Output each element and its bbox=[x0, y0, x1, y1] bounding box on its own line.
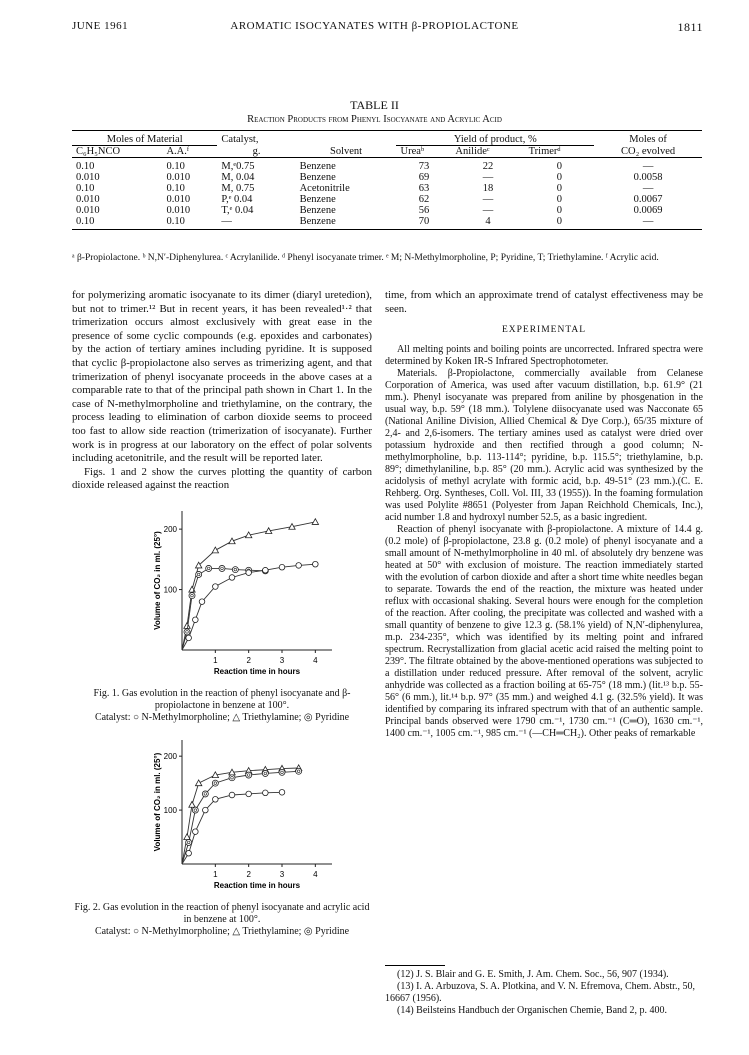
y-axis-label: Volume of CO₂ in ml. (25°) bbox=[153, 531, 162, 630]
cell-urea: 62 bbox=[418, 194, 430, 205]
figure-2-caption-main: Fig. 2. Gas evolution in the reaction of phenyl isocyanate and acrylic acid in benzene at 100°. bbox=[74, 901, 370, 925]
x-tick-label: 2 bbox=[246, 869, 251, 879]
data-point-circle bbox=[263, 790, 269, 796]
series-line-n-methylmorpholine bbox=[182, 564, 315, 650]
x-tick-label: 4 bbox=[313, 869, 318, 879]
data-point-double-circle bbox=[296, 768, 302, 774]
x-tick-label: 2 bbox=[246, 655, 251, 665]
data-point-double-circle bbox=[219, 565, 225, 571]
cell-anilide: 22 bbox=[451, 158, 524, 173]
cell-co2: 0.0058 bbox=[633, 172, 663, 183]
data-point-circle bbox=[213, 584, 219, 590]
subheader-anilide: Anilideᶜ bbox=[451, 146, 524, 158]
x-tick-label: 1 bbox=[213, 869, 218, 879]
data-point-circle bbox=[229, 792, 235, 798]
running-header-date: JUNE 1961 bbox=[72, 20, 129, 32]
cell-catalyst: M, 0.75 bbox=[221, 183, 255, 194]
left-paragraph-2: Figs. 1 and 2 show the curves plotting the quantity of carbon dioxide released against the reaction bbox=[72, 465, 372, 492]
cell-moles-c6h5nco: 0.10 bbox=[76, 183, 95, 194]
cell-catalyst: M,ᵉ0.75 bbox=[217, 158, 295, 173]
subheader-phenyl-isocyanate: C₆H₅NCO bbox=[72, 146, 162, 158]
x-tick-label: 3 bbox=[279, 655, 285, 665]
figure-1-caption-catalyst: Catalyst: ○ N-Methylmorpholine; △ Triethylamine; ◎ Pyridine bbox=[94, 711, 350, 723]
page-number: 1811 bbox=[677, 20, 703, 34]
cell-solvent: Benzene bbox=[296, 216, 397, 230]
subheader-acrylic-acid: A.A.ᶠ bbox=[162, 146, 217, 158]
data-point-circle bbox=[186, 850, 192, 856]
right-paragraph-materials: Materials. β-Propiolactone, commercially available from Celanese Corporation of America, was used after vacuum distillation, b.p. 61.9° (21 mm.). Phenyl isocyanate was prepared from aniline by phosgenation in the usual way, b.p. 59° (18 mm.). Tolylene diisocyanate used was Nacconate 65 (National Aniline Division, Allied Chemical & Dye Corp.), 65/35 mixture of 2,4- and 2,6-isomers. The tertiary amines used as catalyst were dried over potassium hydroxide and then rectified through a good column; N-methylmorpholine, b.p. 113-114°; pyridine, b.p. 115.5°; triethylamine, b.p. 89°; dimethylaniline, b.p. 85° (20 mm.). Acrylic acid was synthesized by the acidolysis of methyl acrylate with formic acid, b.p. 49-51° (23 mm.).(C. E. Rehberg. Org. Syntheses, Coll. Vol. III, 33 (1955)). In the foaming formulation was used Polylite #8651 (Polyester from Japan Reichhold Chemicals, Inc.), acid number 1.8 and hydroxyl number 52.5, as a basic ingredient. bbox=[385, 368, 703, 524]
cell-trimer: 0 bbox=[556, 194, 562, 205]
x-tick-label: 3 bbox=[279, 869, 285, 879]
data-point-double-circle bbox=[184, 629, 190, 635]
data-point-circle bbox=[296, 562, 302, 568]
cell-co2: — bbox=[642, 183, 654, 194]
cell-moles-aa: 0.010 bbox=[166, 172, 191, 183]
data-point-circle bbox=[193, 617, 199, 623]
data-point-triangle bbox=[195, 780, 201, 786]
cell-moles-aa: 0.010 bbox=[166, 205, 191, 216]
cell-moles-aa: 0.010 bbox=[166, 194, 191, 205]
cell-catalyst: T,ᵉ 0.04 bbox=[221, 205, 254, 216]
subheader-catalyst-unit: g. bbox=[252, 145, 261, 157]
figure-2-caption bbox=[72, 902, 372, 938]
x-tick-label: 1 bbox=[213, 655, 218, 665]
table-footnote: ᵃ β-Propiolactone. ᵇ N,N′-Diphenylurea. ᶜ Acrylanilide. ᵈ Phenyl isocyanate trimer. ᵉ M; N-Methylmorpholine, P; Pyridine, T; Triethylamine. ᶠ Acrylic acid. bbox=[72, 253, 659, 263]
section-heading-experimental: EXPERIMENTAL bbox=[501, 325, 587, 336]
header-catalyst: Catalyst, bbox=[221, 134, 259, 146]
data-point-circle bbox=[213, 796, 219, 802]
cell-co2: 0.0069 bbox=[633, 205, 663, 216]
cell-catalyst: P,ᵉ 0.04 bbox=[221, 194, 253, 205]
cell-anilide: — bbox=[482, 194, 494, 205]
left-paragraph-1: for polymerizing aromatic isocyanate to its dimer (diaryl uretedion), but not to trimer.¹² But in recent years, it has been revealed¹·² that trimerization occurs almost exclusively with great ease in the presence of some cyclic compounds (e.g. epoxides and carbonates) by the action of tertiary amines including pyridine. It is supposed that cyclic β-propiolactone also serves as trimerizing agent, and that trimerization of phenyl isocyanate proceeds in the above cases at a comparable rate to that of the principal path shown in Chart 1. In the case of N-methylmorpholine and triethylamine, on the contrary, the process leading to elimination of carbon dioxide seems to proceed too fast to allow side reaction (trimerization of isocyanate). Further work is in progress at our laboratory on the effect of polar solvents including acetonitrile, and the result will be reported later. bbox=[72, 289, 372, 465]
right-paragraph-1: All melting points and boiling points are uncorrected. Infrared spectra were determined by Koken IR-S Infrared Spectrophotometer. bbox=[385, 344, 703, 368]
data-point-double-circle bbox=[232, 567, 238, 573]
left-column bbox=[72, 289, 372, 938]
references bbox=[385, 965, 703, 1017]
header-moles-co2-2: CO₂ evolved bbox=[621, 145, 676, 157]
reference-14: (14) Beilsteins Handbuch der Organischen Chemie, Band 2, p. 400. bbox=[397, 1005, 668, 1016]
cell-moles-c6h5nco: 0.010 bbox=[76, 194, 100, 205]
cell-solvent: Benzene bbox=[299, 205, 336, 216]
table-label: TABLE II bbox=[350, 98, 399, 112]
reference-12: (12) J. S. Blair and G. E. Smith, J. Am. Chem. Soc., 56, 907 (1934). bbox=[397, 969, 669, 980]
cell-moles-aa: 0.10 bbox=[166, 183, 185, 194]
table-row bbox=[72, 194, 702, 205]
y-tick-label: 100 bbox=[163, 585, 177, 595]
subheader-urea: Ureaᵇ bbox=[396, 146, 451, 158]
data-point-triangle bbox=[312, 519, 318, 525]
data-point-double-circle bbox=[206, 565, 212, 571]
reference-13: (13) I. A. Arbuzova, S. A. Plotkina, and V. N. Efremova, Chem. Abstr., 50, 16667 (1956). bbox=[385, 981, 695, 1004]
data-point-double-circle bbox=[279, 769, 285, 775]
table-row bbox=[72, 205, 702, 216]
data-point-circle bbox=[203, 807, 209, 813]
data-point-circle bbox=[229, 575, 235, 581]
right-paragraph-reaction: Reaction of phenyl isocyanate with β-propiolactone. A mixture of 14.4 g. (0.2 mole) of β-propiolactone, 23.8 g. (0.2 mole) of phenyl isocyanate and a small amount of N-methylmorpholine in 40 ml. of absolutely dry benzene was heated at 50° with exclusion of moisture. The reaction immediately started with the evolution of carbon dioxide and after a short time white needles began to separate. Towards the end of the reaction, the mixture was heated under reflux with occasional shaking. Several hours were enough for the completion of the reaction. After cooling, the precipitate was collected and washed with a small quantity of benzene to give 12.3 g. (58.1% yield) of N,N′-diphenylurea, m.p. 234-235°, which was identified by its melting point and infrared spectrum. Recrystallization from glacial acetic acid raised the melting point to 239°. The filtrate obtained by the above-mentioned operations was subjected to a distillation under reduced pressure. After removal of the solvent, acrylic anhydride was collected as a fraction boiling at 65-75° (18 mm.) (lit.¹³ b.p. 55-56° (6 mm.), lit.¹⁴ b.p. 97° (35 mm.) and weighed 4.1 g. (32.5% yield). It was identified by comparing its infrared spectrum with that of an authentic sample. Principal bands observed were 1790 cm.⁻¹, 1730 cm.⁻¹ (C═O), 1630 cm.⁻¹, 1400 cm.⁻¹, 1005 cm.⁻¹, 985 cm.⁻¹ (—CH═CH₂). Other peaks of remarkable bbox=[385, 524, 703, 740]
table-ii bbox=[72, 130, 702, 230]
data-point-triangle bbox=[212, 547, 218, 553]
data-point-double-circle bbox=[189, 593, 195, 599]
data-point-double-circle bbox=[246, 772, 252, 778]
cell-urea: 56 bbox=[418, 205, 430, 216]
cell-solvent: Acetonitrile bbox=[299, 183, 350, 194]
cell-moles-c6h5nco: 0.010 bbox=[76, 172, 100, 183]
cell-solvent: Benzene bbox=[299, 194, 336, 205]
cell-solvent: Benzene bbox=[299, 172, 336, 183]
series-line-triethylamine bbox=[182, 522, 315, 650]
figure-2-caption-catalyst: Catalyst: ○ N-Methylmorpholine; △ Triethylamine; ◎ Pyridine bbox=[94, 925, 350, 937]
data-point-double-circle bbox=[202, 791, 208, 797]
series-line-n-methylmorpholine bbox=[182, 792, 282, 864]
table-row bbox=[72, 172, 702, 183]
data-point-double-circle bbox=[186, 839, 192, 845]
cell-moles-c6h5nco: 0.010 bbox=[76, 205, 100, 216]
cell-urea: 73 bbox=[396, 158, 451, 173]
table-row bbox=[72, 183, 702, 194]
table-row bbox=[72, 216, 702, 230]
cell-moles-aa: 0.10 bbox=[162, 216, 217, 230]
data-point-triangle bbox=[229, 538, 235, 544]
data-point-circle bbox=[313, 561, 319, 567]
header-yield: Yield of product, % bbox=[453, 134, 537, 145]
x-axis-label: Reaction time in hours bbox=[213, 880, 301, 890]
x-tick-label: 4 bbox=[313, 655, 318, 665]
y-tick-label: 200 bbox=[163, 752, 177, 762]
data-point-circle bbox=[186, 635, 192, 641]
y-tick-label: 100 bbox=[163, 805, 177, 815]
cell-trimer: 0 bbox=[556, 172, 562, 183]
cell-co2: 0.0067 bbox=[633, 194, 663, 205]
data-point-circle bbox=[199, 599, 205, 605]
cell-moles-c6h5nco: 0.10 bbox=[72, 216, 162, 230]
right-paragraph-0: time, from which an approximate trend of catalyst effectiveness may be seen. bbox=[385, 289, 703, 315]
cell-moles-aa: 0.10 bbox=[162, 158, 217, 173]
cell-anilide: — bbox=[482, 172, 494, 183]
cell-co2: — bbox=[594, 158, 702, 173]
header-solvent: Solvent bbox=[329, 145, 363, 157]
y-tick-label: 200 bbox=[163, 525, 177, 535]
cell-anilide: 18 bbox=[482, 183, 494, 194]
cell-trimer: 0 bbox=[525, 158, 595, 173]
data-point-circle bbox=[246, 570, 252, 576]
data-point-circle bbox=[279, 564, 285, 570]
header-moles-co2-1: Moles of bbox=[629, 134, 667, 146]
figure-1-chart bbox=[72, 503, 372, 688]
data-point-circle bbox=[279, 789, 285, 795]
figure-1-caption bbox=[72, 688, 372, 724]
data-point-double-circle bbox=[192, 807, 198, 813]
cell-anilide: 4 bbox=[451, 216, 524, 230]
cell-urea: 63 bbox=[418, 183, 430, 194]
cell-trimer: 0 bbox=[556, 183, 562, 194]
header-moles-of-material: Moles of Material bbox=[106, 134, 183, 145]
data-point-double-circle bbox=[196, 571, 202, 577]
cell-moles-c6h5nco: 0.10 bbox=[72, 158, 162, 173]
figure-1-caption-main: Fig. 1. Gas evolution in the reaction of phenyl isocyanate and β-propiolactone in benzene at 100°. bbox=[93, 687, 351, 711]
data-point-circle bbox=[246, 791, 252, 797]
data-point-double-circle bbox=[212, 780, 218, 786]
cell-catalyst: — bbox=[217, 216, 295, 230]
y-axis-label: Volume of CO₂ in ml. (25°) bbox=[153, 752, 162, 852]
cell-catalyst: M, 0.04 bbox=[221, 172, 255, 183]
running-header-title: AROMATIC ISOCYANATES WITH β-PROPIOLACTONE bbox=[230, 20, 519, 32]
subheader-trimer: Trimerᵈ bbox=[525, 146, 595, 158]
data-point-circle bbox=[263, 567, 269, 573]
right-column bbox=[385, 289, 703, 740]
cell-anilide: — bbox=[482, 205, 494, 216]
data-point-triangle bbox=[184, 623, 190, 629]
cell-trimer: 0 bbox=[525, 216, 595, 230]
cell-solvent: Benzene bbox=[296, 158, 397, 173]
cell-urea: 69 bbox=[418, 172, 430, 183]
data-point-triangle bbox=[189, 801, 195, 807]
cell-co2: — bbox=[594, 216, 702, 230]
data-point-circle bbox=[193, 829, 199, 835]
cell-trimer: 0 bbox=[556, 205, 562, 216]
data-point-double-circle bbox=[262, 770, 268, 776]
figure-2-chart bbox=[72, 732, 372, 902]
cell-urea: 70 bbox=[396, 216, 451, 230]
table-title: Reaction Products from Phenyl Isocyanate and Acrylic Acid bbox=[247, 114, 502, 125]
data-point-double-circle bbox=[229, 775, 235, 781]
x-axis-label: Reaction time in hours bbox=[213, 666, 301, 676]
table-row bbox=[72, 158, 702, 173]
